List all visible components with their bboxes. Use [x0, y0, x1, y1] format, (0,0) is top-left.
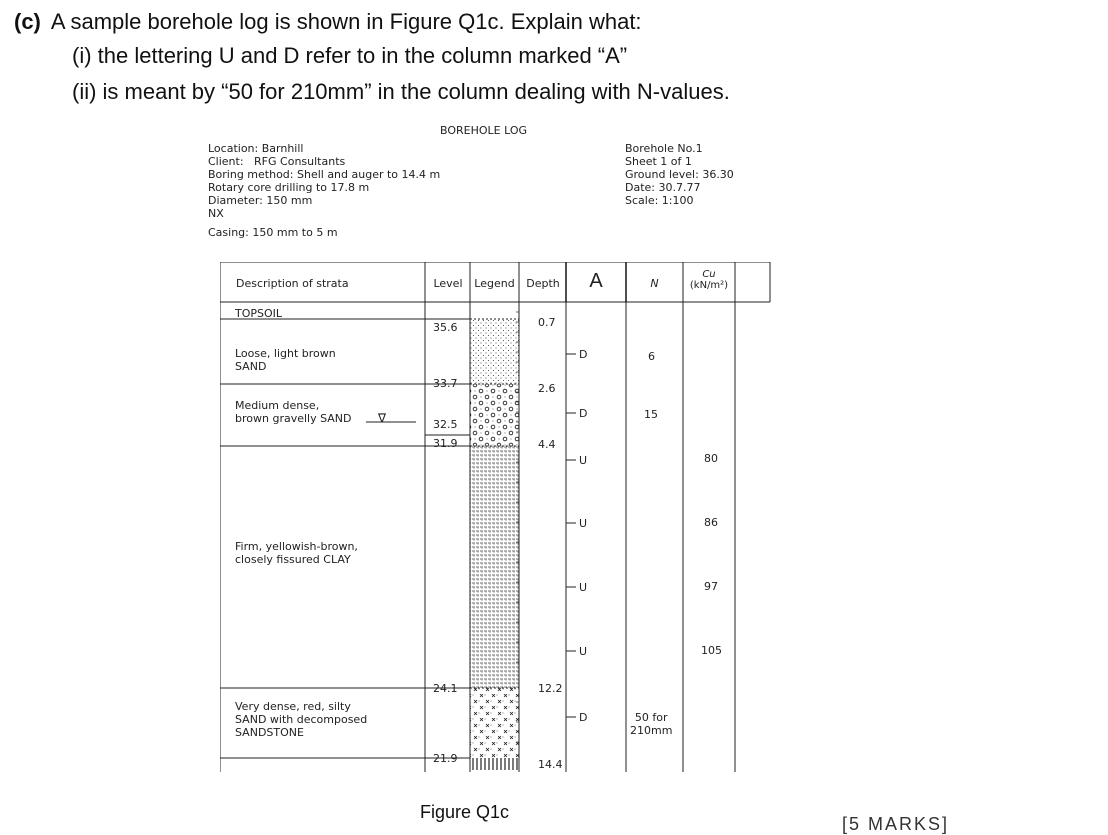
col-head-level: Level: [433, 277, 463, 290]
level-value: 33.7: [433, 377, 458, 390]
level-value: 32.5: [433, 418, 458, 431]
sample-type: U: [579, 645, 588, 658]
legend-rock: [470, 758, 519, 770]
level-value: 21.9: [433, 752, 458, 765]
cu-unit: (kN/m²): [689, 280, 729, 291]
sample-type: U: [579, 517, 588, 530]
legend-gravelly-sand: [470, 384, 519, 446]
header-client: Client: RFG Consultants: [208, 155, 346, 168]
sample-type: D: [579, 711, 588, 724]
header-location: Location: Barnhill: [208, 142, 304, 155]
stratum-topsoil: TOPSOIL: [235, 307, 283, 320]
header-nx: NX: [208, 207, 224, 220]
header-ground-level: Ground level: 36.30: [625, 168, 734, 181]
question-part-i: (i) the lettering U and D refer to in the column marked “A”: [72, 43, 628, 68]
log-title: BOREHOLE LOG: [440, 124, 528, 137]
col-head-cu: [683, 269, 735, 291]
col-head-legend: Legend: [474, 277, 515, 290]
header-scale: Scale: 1:100: [625, 194, 694, 207]
sample-type: D: [579, 407, 588, 420]
legend-clay: [470, 446, 519, 688]
level-value: 35.6: [433, 321, 458, 334]
header-rotary-core: Rotary core drilling to 17.8 m: [208, 181, 370, 194]
n-value: 6: [648, 350, 655, 363]
depth-value: 12.2: [538, 682, 563, 695]
cu-value: 97: [704, 580, 718, 593]
depth-value: 14.4: [538, 758, 563, 771]
n-value: 50 for 210mm: [630, 711, 673, 737]
header-boring-method: Boring method: Shell and auger to 14.4 m: [208, 168, 441, 181]
col-head-description: Description of strata: [236, 277, 349, 290]
n-value: 15: [644, 408, 658, 421]
sample-type: D: [579, 348, 588, 361]
question-part-ii: (ii) is meant by “50 for 210mm” in the column dealing with N-values.: [72, 79, 730, 104]
col-head-depth: Depth: [526, 277, 560, 290]
stratum-sandstone: Very dense, red, silty SAND with decomposed SANDSTONE: [235, 700, 368, 739]
depth-value: 0.7: [538, 316, 556, 329]
log-header-left: [208, 142, 440, 239]
col-head-a: A: [589, 270, 603, 292]
legend-sand: [470, 319, 519, 384]
legend-sandstone: [470, 688, 519, 758]
header-date: Date: 30.7.77: [625, 181, 701, 194]
stratum-loose-sand: Loose, light brown SAND: [235, 347, 336, 373]
cu-symbol: Cu: [702, 269, 716, 280]
sample-type: U: [579, 581, 588, 594]
sample-type: U: [579, 454, 588, 467]
question-text: A sample borehole log is shown in Figure Q1c. Explain what:: [50, 9, 642, 34]
depth-value: 2.6: [538, 382, 556, 395]
depth-value: 4.4: [538, 438, 556, 451]
log-table-grid: [220, 262, 772, 774]
header-casing: Casing: 150 mm to 5 m: [208, 226, 338, 239]
cu-value: 105: [701, 644, 722, 657]
marks-label: [5 MARKS]: [842, 814, 950, 834]
question-label: (c): [14, 9, 41, 34]
figure-caption: Figure Q1c: [420, 802, 510, 822]
header-diameter: Diameter: 150 mm: [208, 194, 313, 207]
stratum-gravelly-sand: Medium dense, brown gravelly SAND: [235, 399, 352, 425]
col-head-n: N: [650, 277, 659, 290]
log-header-right: [625, 142, 734, 207]
header-sheet: Sheet 1 of 1: [625, 155, 692, 168]
sample-ticks: [566, 354, 576, 717]
borehole-log-table: [220, 262, 772, 774]
cu-value: 80: [704, 452, 718, 465]
header-borehole-no: Borehole No.1: [625, 142, 703, 155]
stratum-clay: Firm, yellowish-brown, closely fissured CLAY: [235, 540, 358, 566]
water-table-symbol: ∇: [378, 411, 387, 425]
level-value: 31.9: [433, 437, 458, 450]
cu-value: 86: [704, 516, 718, 529]
question-line-1: [14, 6, 642, 38]
level-value: 24.1: [433, 682, 458, 695]
